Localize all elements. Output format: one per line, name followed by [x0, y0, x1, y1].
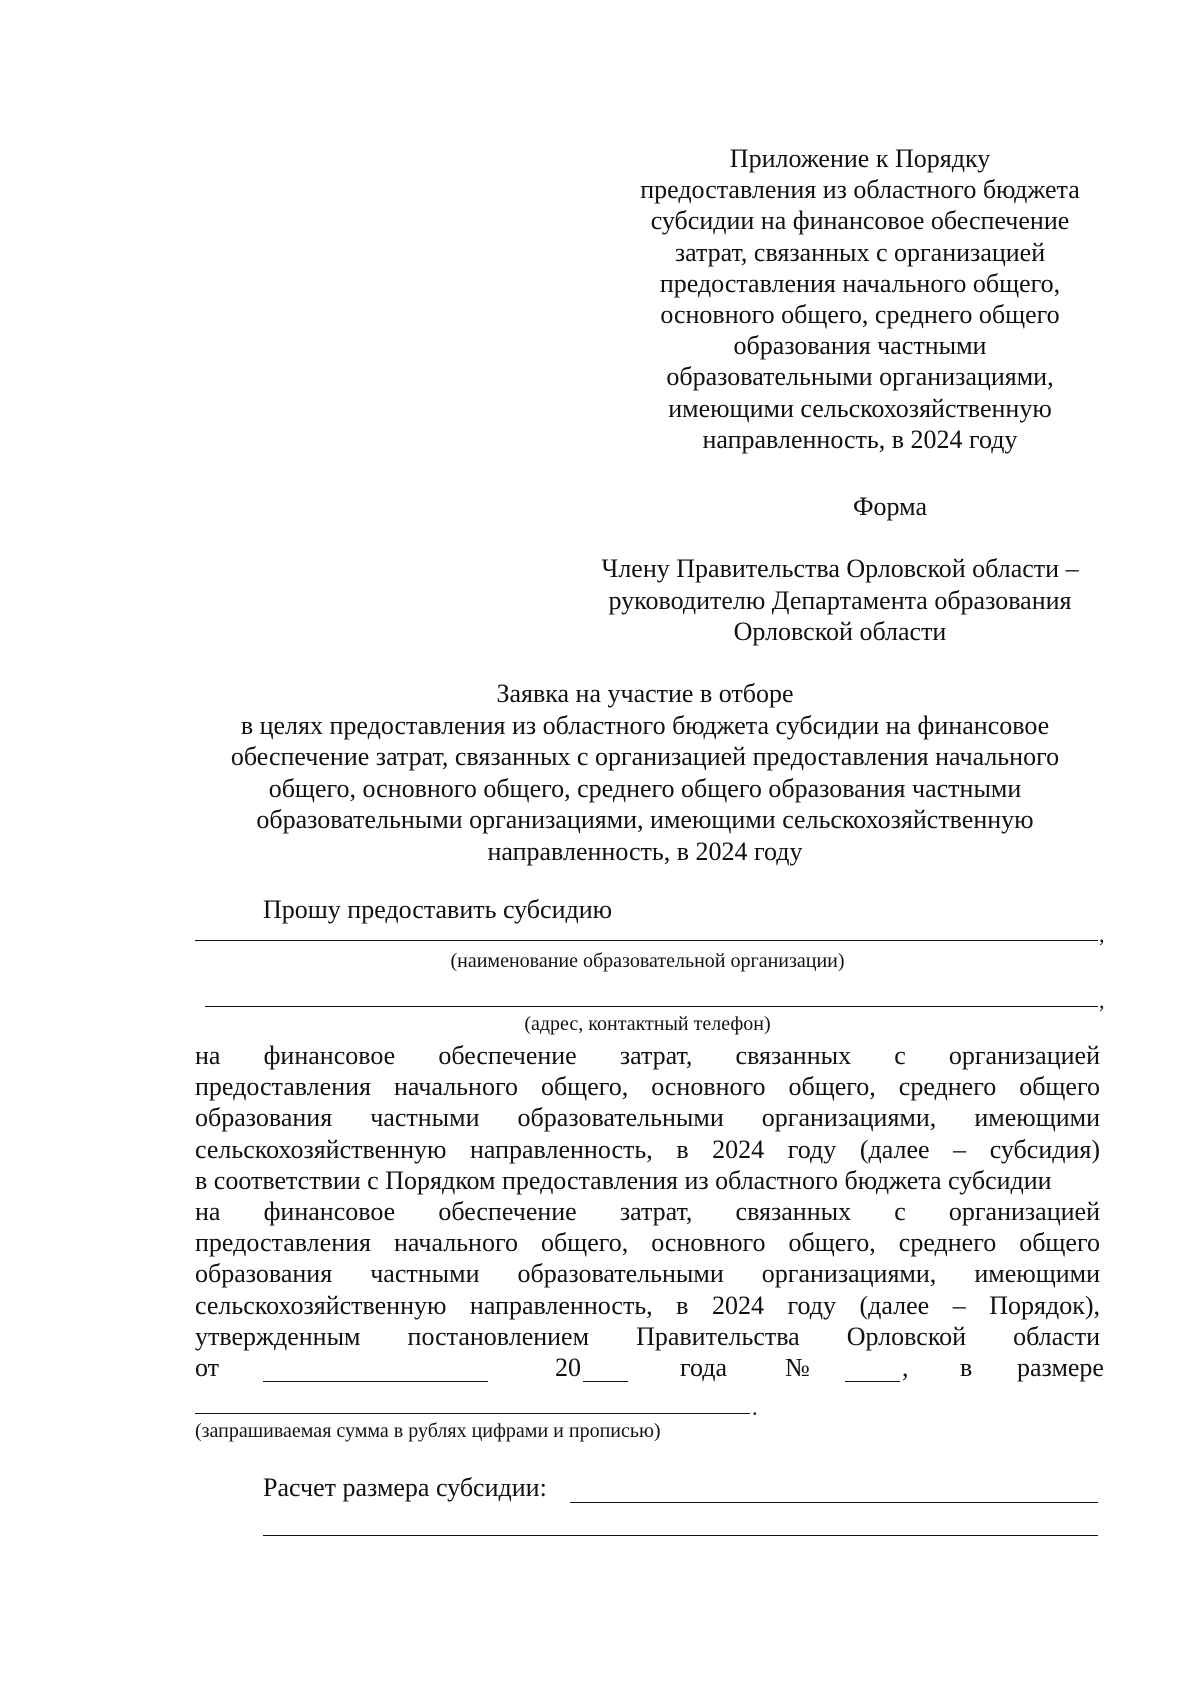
title-line: направленность, в 2024 году — [487, 836, 803, 866]
appendix-line: предоставления начального общего, — [659, 268, 1061, 298]
body-paragraph — [195, 1040, 1100, 1352]
appendix-line: основного общего, среднего общего — [660, 300, 1060, 330]
title-line: Заявка на участие в отборе — [496, 679, 794, 708]
date-field[interactable] — [263, 1381, 488, 1382]
appendix-line: предоставления из областного бюджета — [640, 175, 1080, 205]
request-intro: Прошу предоставить субсидию — [263, 895, 613, 924]
application-title — [195, 678, 1095, 867]
appendix-line: субсидии на финансовое обеспечение — [650, 206, 1070, 236]
body-line: образования частными образовательными организациями, имеющими — [195, 1103, 1100, 1133]
address-comma: , — [1099, 988, 1105, 1013]
amount-field[interactable] — [195, 1413, 750, 1414]
year-field[interactable] — [583, 1381, 628, 1382]
appendix-line: образования частными — [733, 331, 987, 361]
body-line: в соответствии с Порядком предоставления из областного бюджета субсидии — [195, 1165, 1052, 1195]
body-line: на финансовое обеспечение затрат, связанных с организацией — [195, 1196, 1100, 1226]
body-line: образования частными образовательными организациями, имеющими — [195, 1259, 1100, 1289]
title-line: образовательными организациями, имеющими сельскохозяйственную — [256, 805, 1034, 834]
addressee-line: Орловской области — [733, 617, 947, 646]
address-caption: (адрес, контактный телефон) — [524, 1013, 771, 1035]
org-name-caption: (наименование образовательной организации) — [450, 950, 845, 972]
appendix-line: направленность, в 2024 году — [702, 424, 1018, 454]
number-sign: № — [785, 1353, 810, 1382]
appendix-line: имеющими сельскохозяйственную — [668, 393, 1052, 423]
org-name-comma: , — [1099, 922, 1105, 947]
amount-caption: (запрашиваемая сумма в рублях цифрами и прописью) — [195, 1420, 661, 1442]
number-field[interactable] — [845, 1381, 900, 1382]
year-word: года — [680, 1353, 728, 1382]
title-line: обеспечение затрат, связанных с организацией предоставления начального — [230, 742, 1060, 771]
date-number-line — [195, 1353, 1104, 1385]
address-field[interactable] — [205, 1006, 1098, 1007]
appendix-line: затрат, связанных с организацией — [674, 237, 1046, 267]
body-line: сельскохозяйственную направленность, в 2024 году (далее – субсидия) — [195, 1134, 1100, 1164]
body-line: на финансовое обеспечение затрат, связанных с организацией — [195, 1041, 1100, 1070]
title-line: в целях предоставления из областного бюджета субсидии на финансовое — [240, 710, 1050, 740]
addressee-block — [560, 553, 1120, 648]
calc-label: Расчет размера субсидии: — [263, 1473, 547, 1502]
addressee-line: Члену Правительства Орловской области – — [601, 554, 1079, 583]
form-label: Форма — [853, 492, 927, 521]
body-line: утвержденным постановлением Правительства Орловской области — [195, 1321, 1100, 1351]
date-comma: , — [902, 1353, 909, 1382]
date-from-label: от — [195, 1353, 220, 1382]
body-line: сельскохозяйственную направленность, в 2024 году (далее – Порядок), — [195, 1290, 1100, 1320]
appendix-line: образовательными организациями, — [666, 362, 1054, 392]
body-line: предоставления начального общего, основного общего, среднего общего — [195, 1072, 1100, 1102]
size-word: размере — [1017, 1353, 1104, 1382]
org-name-field[interactable] — [195, 940, 1098, 941]
addressee-line: руководителю Департамента образования — [608, 585, 1072, 615]
appendix-line: Приложение к Порядку — [729, 144, 991, 173]
appendix-header — [610, 143, 1110, 455]
year-prefix: 20 — [555, 1353, 581, 1382]
body-line: предоставления начального общего, основного общего, среднего общего — [195, 1228, 1100, 1258]
calc-field-continued[interactable] — [263, 1535, 1098, 1536]
amount-period: . — [752, 1395, 758, 1420]
calc-field[interactable] — [570, 1502, 1098, 1503]
title-line: общего, основного общего, среднего общего образования частными — [268, 773, 1022, 803]
in-word: в — [960, 1353, 973, 1382]
